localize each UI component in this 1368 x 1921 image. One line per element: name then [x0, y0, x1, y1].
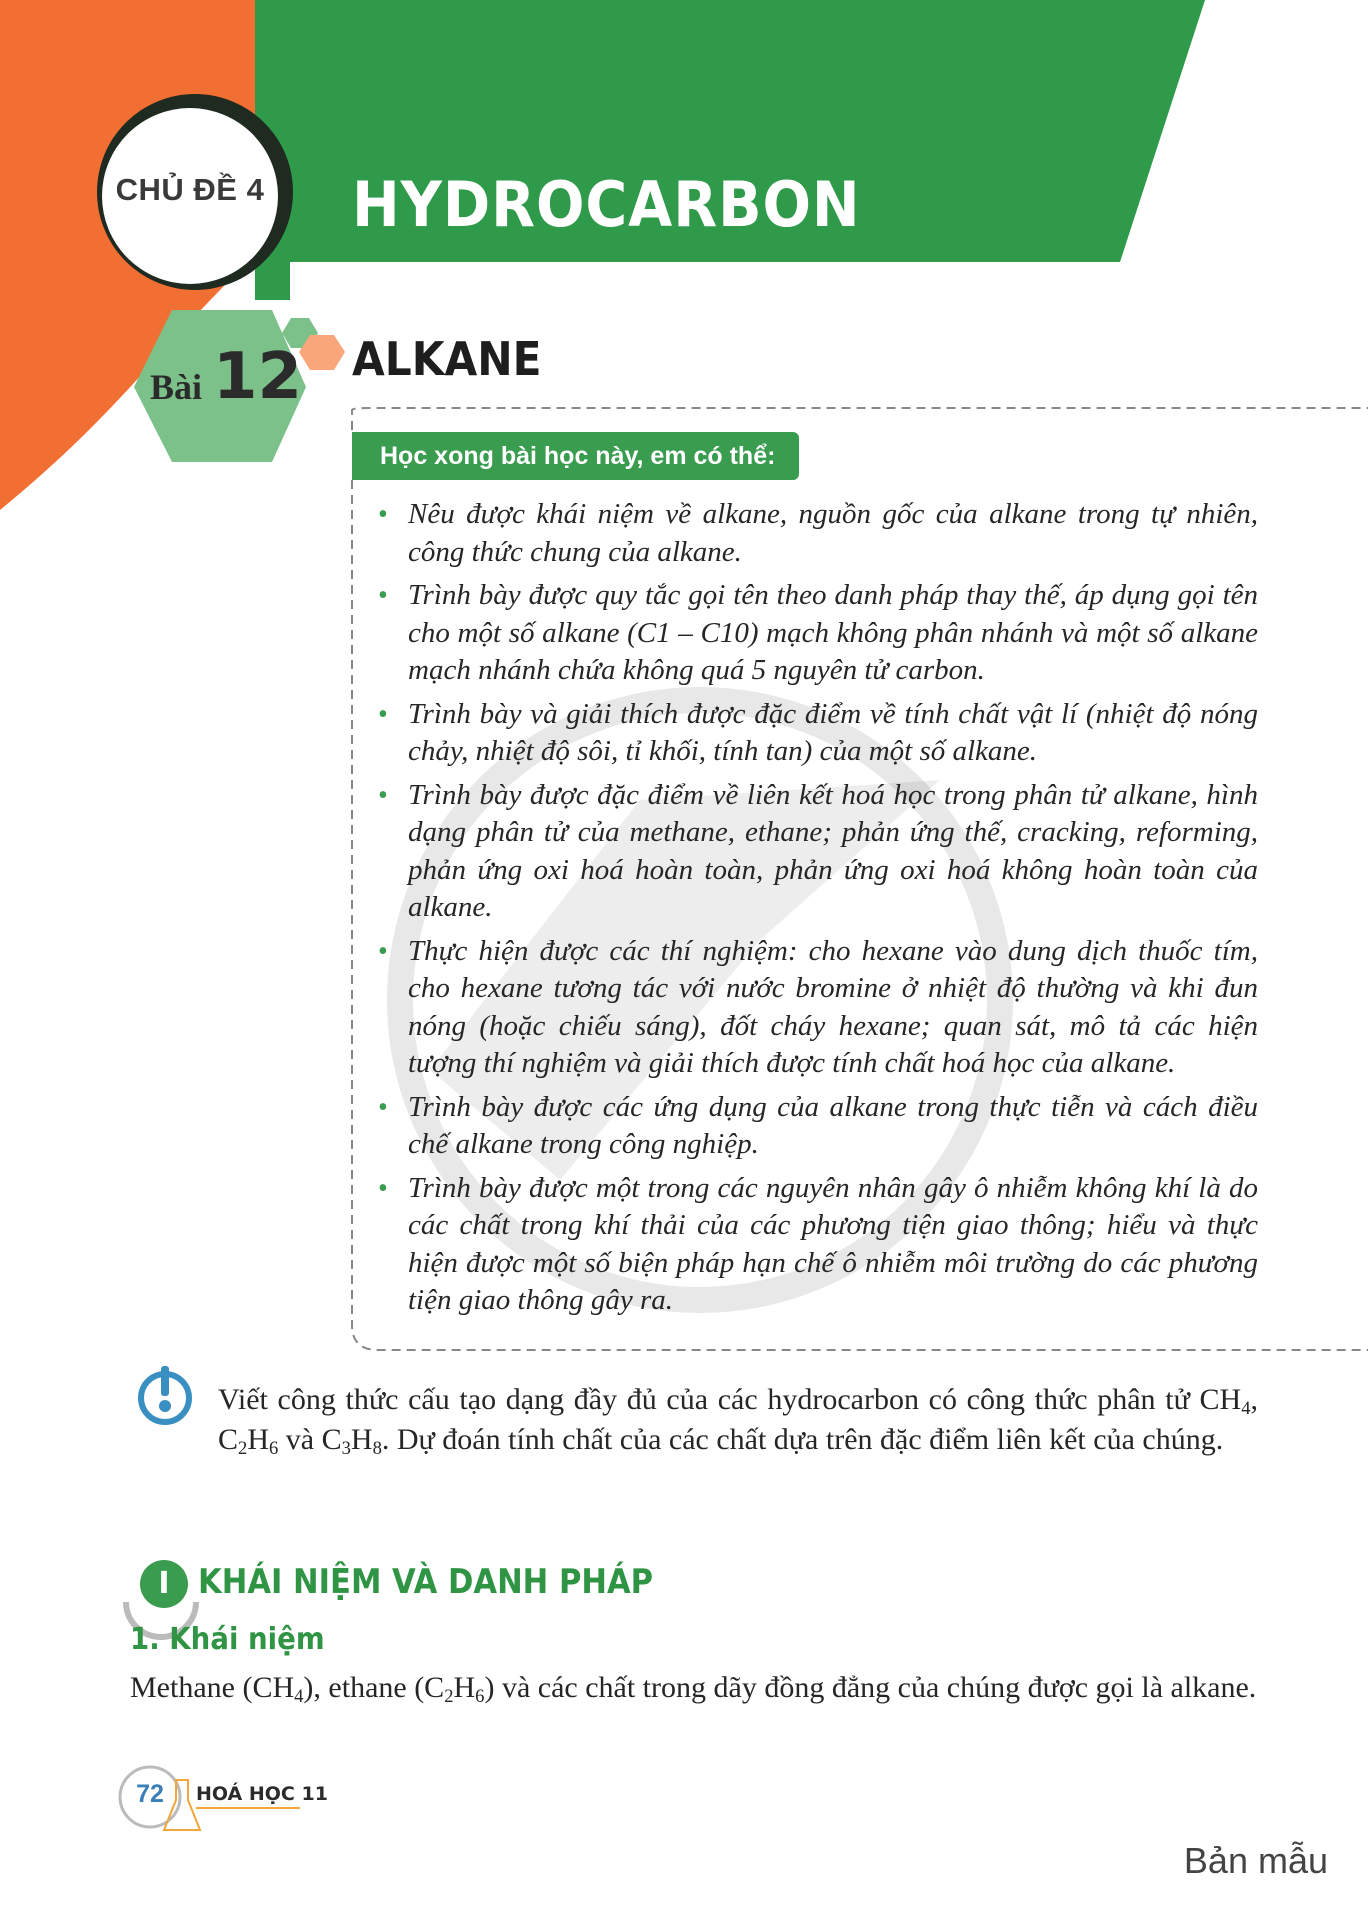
subsection-title: 1. Khái niệm: [130, 1622, 325, 1657]
objective-item: • Trình bày được các ứng dụng của alkane trong thực tiễn và cách điều chế alkane trong công nghiệp.: [378, 1090, 1258, 1160]
objectives-heading: Học xong bài học này, em có thể:: [352, 432, 799, 480]
bullet-icon: •: [378, 698, 388, 730]
bullet-icon: •: [378, 499, 388, 530]
objective-item: • Nêu được khái niệm về alkane, nguồn gốc của alkane trong tự nhiên, công thức chung của alkane.: [378, 498, 1258, 568]
lesson-word: Bài: [150, 367, 203, 407]
bullet-icon: •: [378, 1172, 388, 1204]
sample-watermark-text: Bản mẫu: [1183, 1840, 1328, 1881]
page-title: HYDROCARBON: [352, 168, 861, 241]
lesson-title: ALKANE: [352, 332, 542, 386]
page-number: 72: [136, 1780, 164, 1808]
bullet-icon: •: [378, 935, 388, 967]
objective-item: • Trình bày được một trong các nguyên nhân gây ô nhiễm không khí là do các chất trong khí thải của các phương tiện giao thông; hiểu và thực hiện được một số biện pháp hạn chế ô nhiễm môi trường do các phương tiện giao thông gây ra.: [378, 1171, 1258, 1316]
body-paragraph: Methane $(CH_4)$, ethane $(C_2H_6)$ và các chất trong dãy đồng đẳng của chúng được gọi là alkane.: [130, 1671, 1257, 1708]
bullet-icon: •: [378, 580, 388, 611]
section-title: KHÁI NIỆM VÀ DANH PHÁP: [198, 1562, 654, 1602]
objective-item: • Trình bày và giải thích được đặc điểm về tính chất vật lí (nhiệt độ nóng chảy, nhiệt độ sôi, tỉ khối, tính tan) của một số alkane.: [378, 697, 1258, 767]
objective-item: • Trình bày được quy tắc gọi tên theo danh pháp thay thế, áp dụng gọi tên cho một số alkane (C1 – C10) mạch không phân nhánh và một số alkane mạch nhánh chứa không quá 5 nguyên tử carbon.: [378, 579, 1258, 686]
objective-item: • Thực hiện được các thí nghiệm: cho hexane vào dung dịch thuốc tím, cho hexane tương tác với nước bromine ở nhiệt độ thường và khi đun nóng (hoặc chiếu sáng), đốt cháy hexane; quan sát, mô tả các hiện tượng thí nghiệm và giải thích được tính chất hoá học của alkane.: [378, 934, 1258, 1079]
objective-item: • Trình bày được đặc điểm về liên kết hoá học trong phân tử alkane, hình dạng phân tử của methane, ethane; phản ứng thế, cracking, reforming, phản ứng oxi hoá hoàn toàn, phản ứng oxi hoá không hoàn toàn của alkane.: [378, 778, 1258, 923]
lesson-number: 12: [213, 340, 303, 414]
bullet-icon: •: [378, 779, 388, 811]
opening-question: Viết công thức cấu tạo dạng đầy đủ của các hydrocarbon có công thức phân tử $CH_4$, $C_2H_6$ và $C_3H_8$. Dự đoán tính chất của các chất dựa trên đặc điểm liên kết của chúng.: [218, 1383, 1258, 1460]
objectives-list: [376, 496, 1258, 1326]
objectives-dashed-frame: [352, 408, 1368, 430]
book-title: HOÁ HỌC 11: [196, 1783, 328, 1805]
section-number: I: [140, 1560, 188, 1608]
question-icon: [141, 1366, 189, 1422]
bullet-icon: •: [378, 1091, 388, 1123]
topic-label: CHỦ ĐỀ 4: [115, 172, 265, 207]
